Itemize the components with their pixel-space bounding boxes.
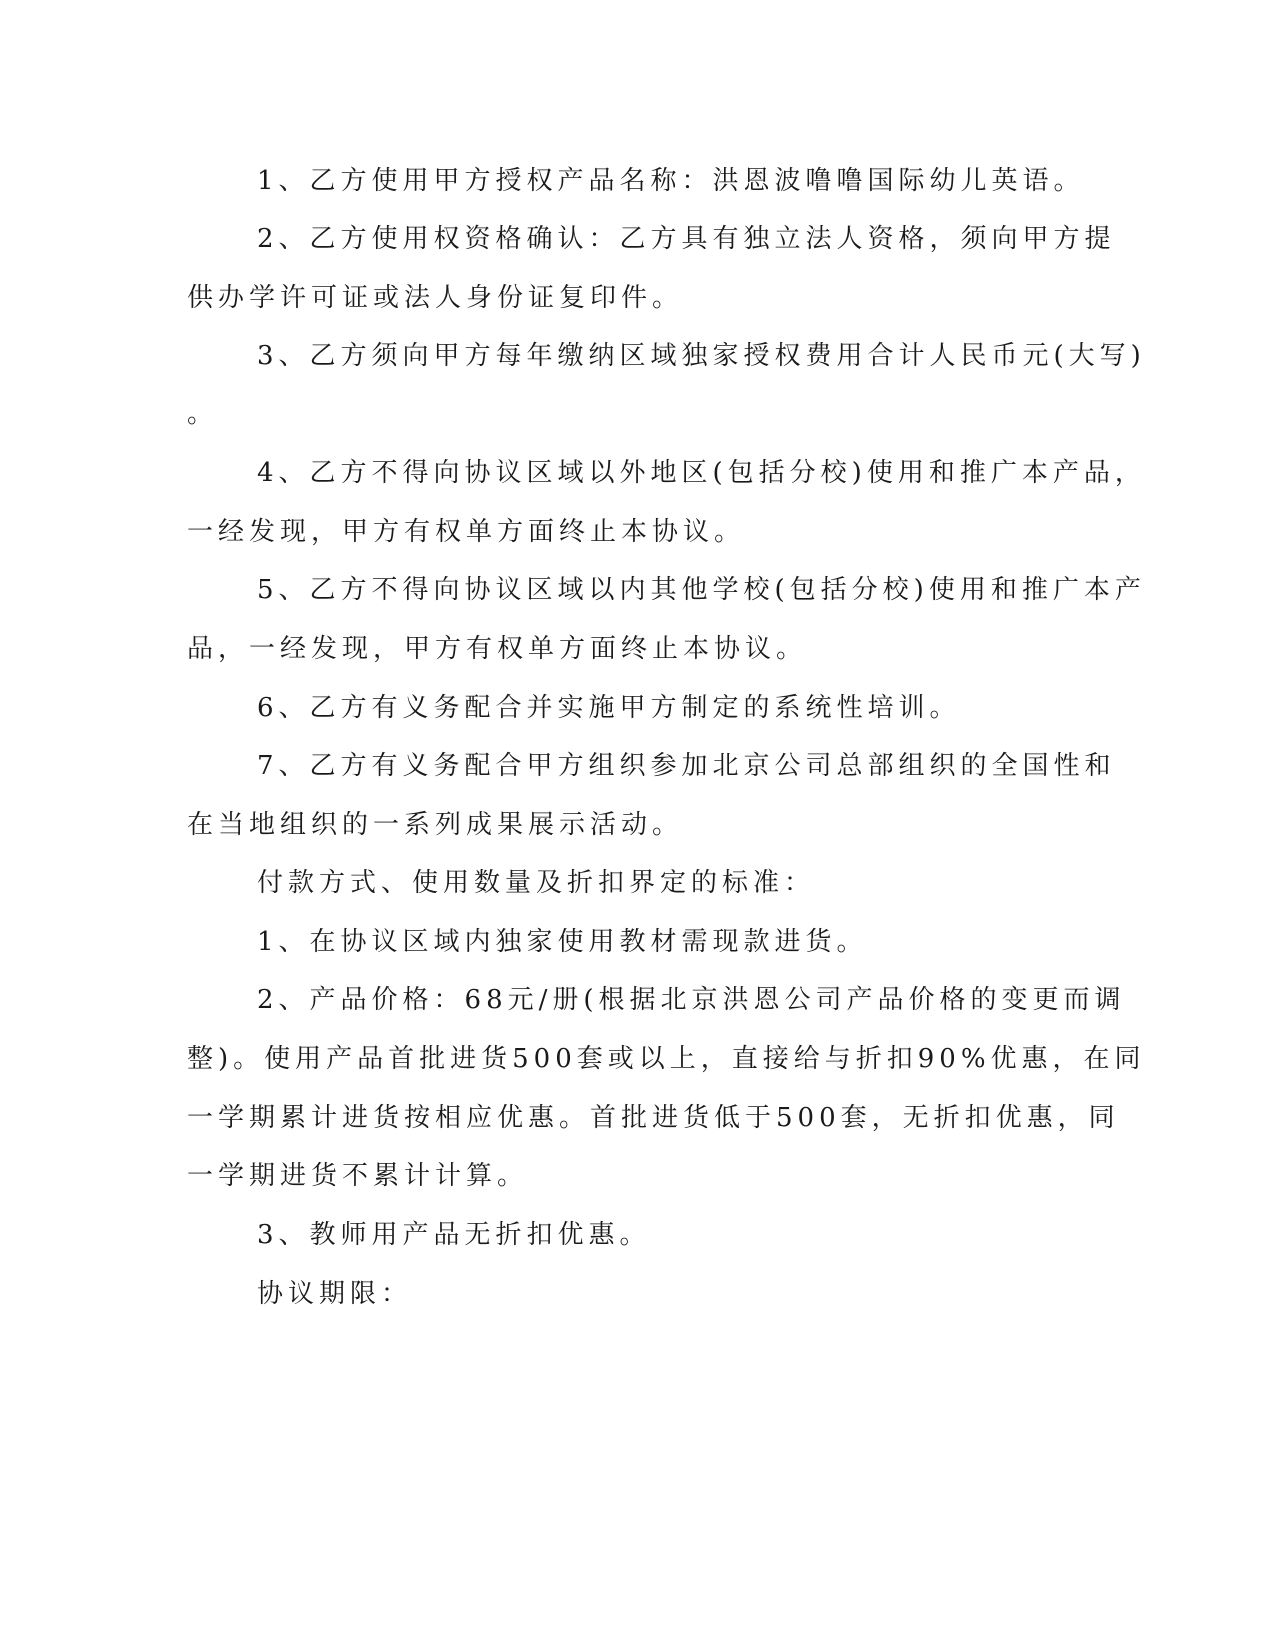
- clause-3-line-1: 3、乙方须向甲方每年缴纳区域独家授权费用合计人民币元(大写): [257, 341, 1146, 371]
- clause-1-line-1: 1、乙方使用甲方授权产品名称：洪恩波噜噜国际幼儿英语。: [257, 166, 1085, 196]
- clause-5-line-2: 品，一经发现，甲方有权单方面终止本协议。: [187, 634, 808, 664]
- payment-2-line-4: 一学期进货不累计计算。: [187, 1161, 529, 1191]
- payment-2-line-1: 2、产品价格：68元/册(根据北京洪恩公司产品价格的变更而调: [257, 985, 1126, 1015]
- clause-7-line-2: 在当地组织的一系列成果展示活动。: [187, 810, 684, 840]
- clause-4-line-2: 一经发现，甲方有权单方面终止本协议。: [187, 517, 746, 547]
- section-heading-payment: 付款方式、使用数量及折扣界定的标准：: [257, 868, 816, 898]
- clause-7-line-1: 7、乙方有义务配合甲方组织参加北京公司总部组织的全国性和: [257, 751, 1116, 781]
- payment-2-line-3: 一学期累计进货按相应优惠。首批进货低于500套，无折扣优惠，同: [187, 1103, 1120, 1133]
- clause-2-line-2: 供办学许可证或法人身份证复印件。: [187, 283, 684, 313]
- payment-2-line-2: 整)。使用产品首批进货500套或以上，直接给与折扣90%优惠，在同: [187, 1044, 1146, 1074]
- clause-4-line-1: 4、乙方不得向协议区域以外地区(包括分校)使用和推广本产品，: [257, 458, 1146, 488]
- payment-1-line-1: 1、在协议区域内独家使用教材需现款进货。: [257, 927, 868, 957]
- clause-5-line-1: 5、乙方不得向协议区域以内其他学校(包括分校)使用和推广本产: [257, 575, 1146, 605]
- clause-3-line-2: 。: [187, 399, 219, 429]
- section-heading-term: 协议期限：: [257, 1279, 413, 1309]
- clause-6-line-1: 6、乙方有义务配合并实施甲方制定的系统性培训。: [257, 693, 961, 723]
- clause-2-line-1: 2、乙方使用权资格确认：乙方具有独立法人资格，须向甲方提: [257, 224, 1116, 254]
- payment-3-line-1: 3、教师用产品无折扣优惠。: [257, 1220, 651, 1250]
